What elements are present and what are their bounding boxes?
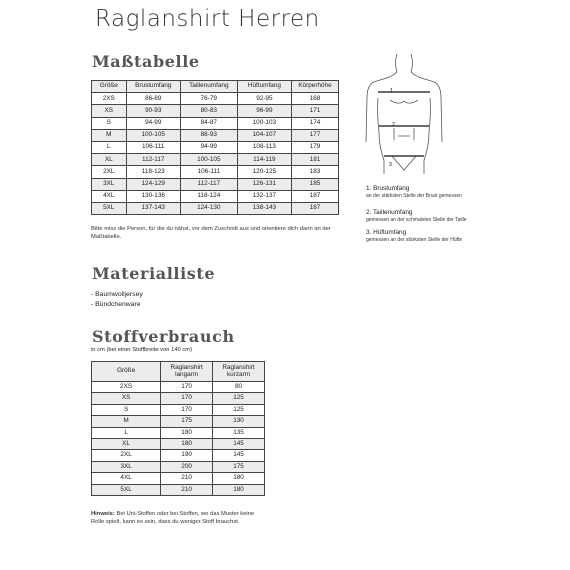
table-row (92, 382, 265, 393)
table-cell: 80 (213, 382, 265, 393)
column-header: Größe (92, 81, 127, 93)
legend-sub: gemessen an der schmalsten Stelle der Taille (366, 216, 467, 223)
table-cell: 84-87 (180, 117, 237, 129)
table-cell: 4XL (92, 190, 127, 202)
table-cell: 137-143 (126, 202, 180, 214)
table-row (92, 404, 265, 415)
table-cell: 112-117 (180, 178, 237, 190)
table-cell: 100-105 (126, 129, 180, 141)
table-row (92, 202, 339, 214)
body-figure-illustration (364, 52, 444, 177)
table-cell: XS (92, 105, 127, 117)
column-header: Raglanshirt langarm (161, 362, 213, 382)
measurements-heading: Maßtabelle (92, 52, 200, 71)
table-cell: M (92, 129, 127, 141)
list-item: - Bündchenware (91, 301, 141, 309)
table-cell: 106-111 (180, 166, 237, 178)
table-row (92, 117, 339, 129)
table-cell: 145 (213, 438, 265, 449)
table-cell: 125 (213, 393, 265, 404)
legend-item (366, 185, 462, 199)
table-cell: 5XL (92, 202, 127, 214)
legend-item (366, 229, 462, 243)
table-cell: 168 (292, 93, 339, 105)
table-cell: 2XS (92, 382, 161, 393)
column-header: Brustumfang (126, 81, 180, 93)
table-cell: 170 (161, 393, 213, 404)
table-cell: 92-95 (237, 93, 291, 105)
fabric-unit-note: in cm (bei einer Stoffbreite von 140 cm) (91, 347, 193, 353)
table-cell: 210 (161, 484, 213, 495)
table-cell: 88-93 (180, 129, 237, 141)
table-cell: 175 (161, 416, 213, 427)
table-cell: 90-93 (126, 105, 180, 117)
fabric-heading: Stoffverbrauch (92, 327, 235, 346)
marker-1: 1 (390, 88, 393, 94)
table-cell: 5XL (92, 484, 161, 495)
table-row (92, 141, 339, 153)
table-cell: 200 (161, 461, 213, 472)
table-cell: XL (92, 438, 161, 449)
table-cell: 174 (292, 117, 339, 129)
table-row (92, 166, 339, 178)
table-cell: 94-99 (126, 117, 180, 129)
table-cell: XL (92, 154, 127, 166)
fabric-table (91, 361, 265, 496)
table-cell: 120-125 (237, 166, 291, 178)
marker-2: 2 (392, 122, 395, 128)
legend-sub: an der stärksten Stelle der Brust gemessen (366, 192, 462, 199)
table-cell: 138-143 (237, 202, 291, 214)
table-row (92, 438, 265, 449)
table-cell: M (92, 416, 161, 427)
table-cell: 130-136 (126, 190, 180, 202)
table-cell: 126-131 (237, 178, 291, 190)
table-cell: 2XL (92, 450, 161, 461)
table-cell: 100-105 (180, 154, 237, 166)
table-cell: 76-79 (180, 93, 237, 105)
table-cell: 104-107 (237, 129, 291, 141)
list-item: - Baumwolljersey (91, 291, 143, 298)
table-row (92, 393, 265, 404)
table-cell: 112-117 (126, 154, 180, 166)
table-cell: 170 (161, 382, 213, 393)
table-row (92, 450, 265, 461)
table-cell: 96-99 (237, 105, 291, 117)
table-cell: 130 (213, 416, 265, 427)
table-row (92, 473, 265, 484)
size-table (91, 80, 339, 215)
table-row (92, 105, 339, 117)
table-cell: L (92, 427, 161, 438)
table-cell: 171 (292, 105, 339, 117)
table-cell: 181 (292, 154, 339, 166)
table-cell: 210 (161, 473, 213, 484)
table-cell: 80-83 (180, 105, 237, 117)
table-cell: 108-113 (237, 141, 291, 153)
page-title: Raglanshirt Herren (95, 6, 320, 32)
table-cell: 187 (292, 202, 339, 214)
marker-3: 3 (389, 162, 392, 168)
table-header-row (92, 81, 339, 93)
table-cell: 2XS (92, 93, 127, 105)
column-header: Taillenumfang (180, 81, 237, 93)
hint-text: Bei Uni-Stoffen oder bei Stoffen, wo das Muster keine Rolle spielt, kann es sein, dass du weniger Stoff brauchst. (91, 511, 255, 526)
legend-label: 3. Hüftumfang (366, 229, 407, 236)
table-row (92, 427, 265, 438)
table-cell: 175 (213, 461, 265, 472)
hint-label: Hinweis: (91, 511, 115, 517)
table-row (92, 178, 339, 190)
table-cell: 180 (213, 484, 265, 495)
table-cell: 145 (213, 450, 265, 461)
table-cell: 180 (161, 427, 213, 438)
column-header: Hüftumfang (237, 81, 291, 93)
table-cell: L (92, 141, 127, 153)
table-cell: 135 (213, 427, 265, 438)
table-cell: XS (92, 393, 161, 404)
table-header-row (92, 362, 265, 382)
table-cell: 124-129 (126, 178, 180, 190)
table-cell: 125 (213, 404, 265, 415)
legend-sub: gemessen an der stärksten Stelle der Hüfte (366, 236, 463, 243)
legend-label: 1. Brustumfang (366, 185, 410, 192)
table-cell: 177 (292, 129, 339, 141)
column-header: Raglanshirt kurzarm (213, 362, 265, 382)
legend-item (366, 209, 467, 223)
table-cell: 2XL (92, 166, 127, 178)
column-header: Körperhöhe (292, 81, 339, 93)
table-cell: 183 (292, 166, 339, 178)
fabric-hint (91, 510, 266, 527)
table-row (92, 461, 265, 472)
table-row (92, 154, 339, 166)
table-cell: S (92, 117, 127, 129)
table-cell: 190 (161, 450, 213, 461)
table-cell: 170 (161, 404, 213, 415)
table-cell: 94-99 (180, 141, 237, 153)
table-cell: 124-130 (180, 202, 237, 214)
table-row (92, 484, 265, 495)
table-cell: 187 (292, 190, 339, 202)
table-cell: 185 (292, 178, 339, 190)
table-cell: 106-111 (126, 141, 180, 153)
table-cell: 180 (161, 438, 213, 449)
table-row (92, 93, 339, 105)
measurement-note: Bitte miss die Person, für die du nähst, vor dem Zuschnitt aus und orientiere dich dann an der Maßtabelle. (91, 226, 331, 241)
table-row (92, 416, 265, 427)
table-cell: 118-124 (180, 190, 237, 202)
table-cell: 118-123 (126, 166, 180, 178)
table-cell: 86-89 (126, 93, 180, 105)
table-cell: 179 (292, 141, 339, 153)
table-cell: 4XL (92, 473, 161, 484)
table-cell: 100-103 (237, 117, 291, 129)
table-row (92, 190, 339, 202)
materials-heading: Materialliste (92, 264, 216, 283)
legend-label: 2. Taillenumfang (366, 209, 413, 216)
column-header: Größe (92, 362, 161, 382)
table-cell: 3XL (92, 461, 161, 472)
materials-list (91, 290, 143, 310)
table-cell: 180 (213, 473, 265, 484)
table-row (92, 129, 339, 141)
table-cell: 132-137 (237, 190, 291, 202)
table-cell: 114-119 (237, 154, 291, 166)
table-cell: S (92, 404, 161, 415)
table-cell: 3XL (92, 178, 127, 190)
